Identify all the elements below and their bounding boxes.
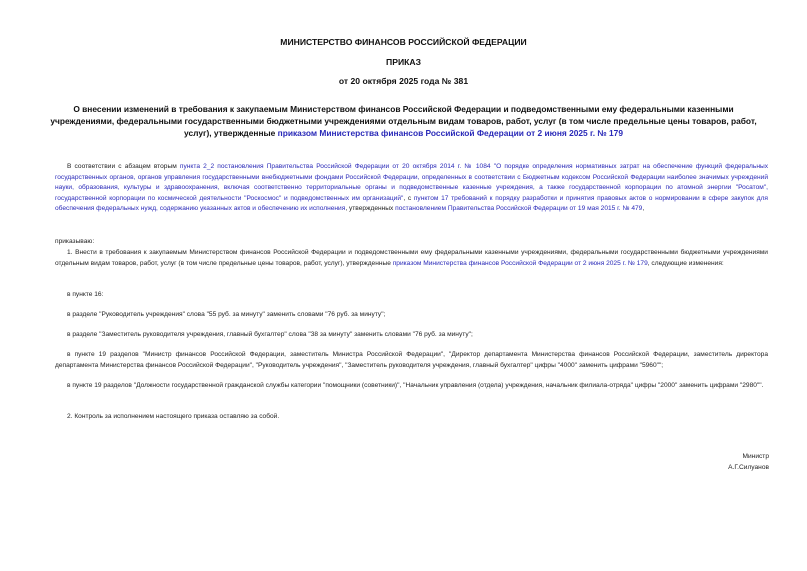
preamble-paragraph [55, 162, 768, 215]
item-1-link[interactable]: приказом Министерства финансов Российской Федерации от 2 июня 2025 г. № 179 [392, 259, 648, 267]
preamble-link-2[interactable]: пунктом 17 требований к порядку разработки и принятия правовых актов о нормировании в сфере закупок для обеспечения федеральных нужд, содержанию указанных актов и обеспечению их исполнения [55, 194, 768, 213]
change-point-16: в пункте 16: [67, 291, 104, 298]
preamble-text-1: В соответствии с абзацем вторым [67, 163, 180, 170]
preamble-link-3[interactable]: постановлением Правительства Российской Федерации от 19 мая 2015 г. № 479 [395, 205, 643, 213]
change-point-19-ministers: в пункте 19 разделов "Министр финансов Российской Федерации, заместитель Министра Российской Федерации", "Директор департамента Министерства финансов Российской Федерации, заместитель директора департамента Министерства финансов Российской Федерации", "Руководитель учреждения", "Заместитель руководителя учреждения, главный бухгалтер" цифры "4000" заменить цифрами "5960""; [55, 351, 768, 369]
signature-name: А.Г.Силуанов [728, 464, 769, 471]
preamble-link-1[interactable]: пункта 2_2 постановления Правительства Российской Федерации от 20 октября 2014 г. № 1084 "О порядке определения нормативных затрат на обеспечение функций федеральных государственных органов, органов управления государственными внебюджетными фондами Российской Федерации, определенных в соответствии с Бюджетным кодексом Российской Федерации наиболее значимых учреждений науки, образования, культуры и здравоохранения, включая соответственно территориальные органы и подведомственные казенные учреждения, а также государственной корпорации по атомной энергии "Росатом", государственной корпорации по космической деятельности "Роскосмос" и подведомственных им организаций" [55, 163, 769, 202]
document-title [48, 103, 759, 139]
item-1-paragraph [55, 248, 768, 269]
item-1-text-1: 1. Внести в требования к закупаемым Министерством финансов Российской Федерации и подведомственными ему федеральными казенными учреждениями, федеральными государственными бюджетными учреждениями отдельным видам товаров, работ, услуг (в том числе предельные цены товаров, работ, услуг), утвержденные [55, 249, 768, 267]
change-deputy-salary: в разделе "Заместитель руководителя учреждения, главный бухгалтер" слова "38 за минуту" заменить словами "76 руб. за минуту"; [67, 331, 473, 338]
document-type: ПРИКАЗ [386, 57, 421, 67]
title-link[interactable]: приказом Министерства финансов Российской Федерации от 2 июня 2025 г. № 179 [277, 128, 623, 138]
item-1-text-2: , следующие изменения: [647, 259, 724, 267]
ministry-heading: МИНИСТЕРСТВО ФИНАНСОВ РОССИЙСКОЙ ФЕДЕРАЦИИ [280, 37, 527, 47]
preamble-text-4: , [642, 205, 645, 213]
change-head-salary: в разделе "Руководитель учреждения" слова "55 руб. за минуту" заменить словами "76 руб. за минуту"; [67, 311, 386, 318]
item-2-paragraph: 2. Контроль за исполнением настоящего приказа оставляю за собой. [67, 413, 280, 420]
preamble-text-3: , утвержденных [345, 205, 396, 213]
change-point-19-officials: в пункте 19 разделов "Должности государственной гражданской службы категории "помощники (советники)", "Начальник управления (отдела) учреждения, начальник филиала-отряда" цифры "2000" заменить цифрами "2980"". [67, 382, 764, 389]
title-text: О внесении изменений в требования к закупаемым Министерством финансов Российской Федерации и подведомственными ему федеральными казенными учреждениями, федеральными государственными бюджетными учреждениями отдельным видам товаров, работ, услуг (в том числе предельные цены товаров, работ, услуг), утвержденные [50, 104, 757, 138]
date-number: от 20 октября 2025 года № 381 [338, 76, 469, 86]
preamble-text-2: , с [403, 194, 414, 202]
signature-position: Министр [742, 453, 769, 460]
order-word: приказываю: [55, 238, 95, 245]
